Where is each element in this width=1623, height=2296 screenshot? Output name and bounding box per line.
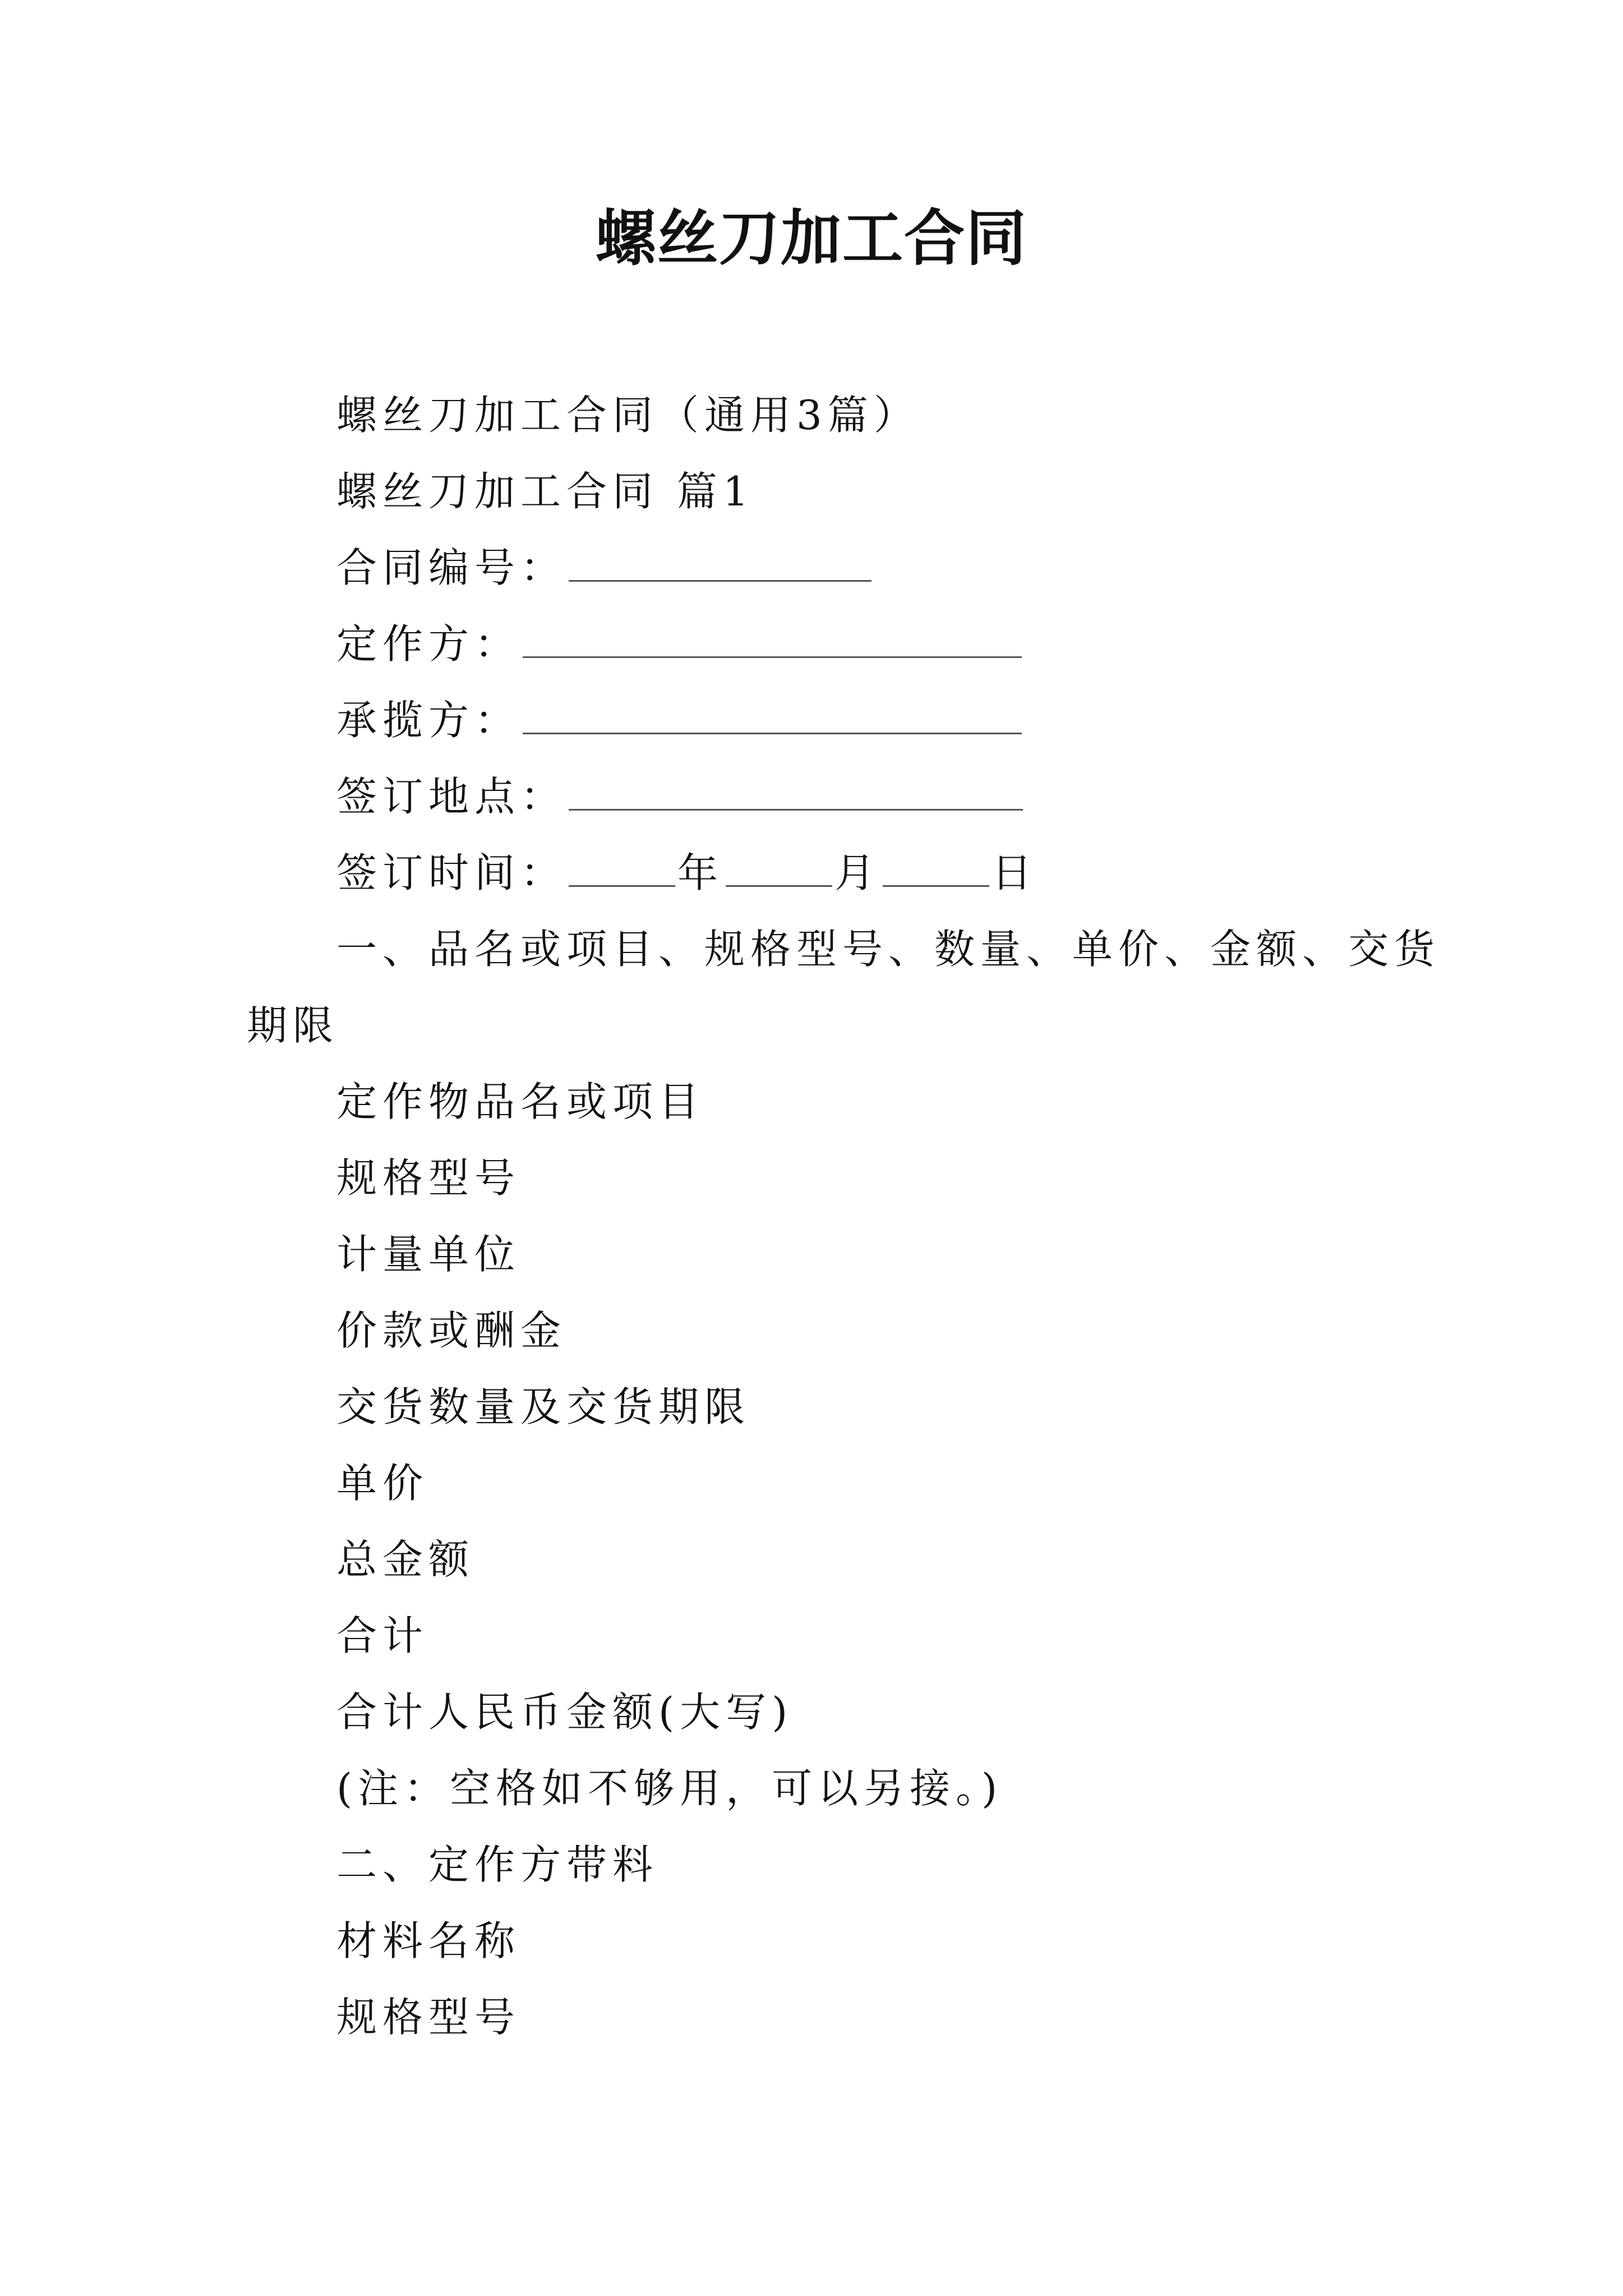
month-char: 月: [834, 849, 881, 896]
section2-heading: 二、定作方带料: [336, 1841, 659, 1888]
month-blank: [726, 885, 832, 887]
list-item: 规格型号: [336, 1994, 521, 2041]
signing-place-label: 签订地点：: [336, 773, 567, 820]
contract-number-blank: [569, 579, 872, 582]
year-char: 年: [677, 849, 724, 896]
list-item: 单价: [336, 1460, 429, 1507]
contract-number-label: 合同编号：: [336, 544, 567, 591]
day-blank: [883, 885, 989, 887]
document-subtitle: 螺丝刀加工合同（通用3篇）: [336, 392, 920, 439]
contractor-blank: [523, 732, 1022, 734]
list-item: 定作物品名或项目: [336, 1078, 705, 1125]
signing-time-row: [336, 835, 1402, 911]
list-item: 规格型号: [336, 1154, 521, 1202]
list-item: 合计: [336, 1612, 429, 1659]
part-heading: 螺丝刀加工合同 篇1: [336, 468, 754, 515]
contract-number-row: [336, 530, 1402, 606]
section1-heading: 一、品名或项目、规格型号、数量、单价、金额、交货: [336, 926, 1441, 973]
list-item: 材料名称: [336, 1917, 521, 1964]
section1-heading-continued: 期限: [247, 1002, 339, 1049]
signing-time-label: 签订时间：: [336, 849, 567, 896]
client-row: [336, 606, 1402, 682]
contractor-label: 承揽方：: [336, 697, 521, 744]
year-blank: [569, 885, 675, 887]
list-item: 价款或酬金: [336, 1307, 567, 1354]
client-label: 定作方：: [336, 620, 521, 668]
signing-place-blank: [569, 808, 1023, 811]
document-title: 螺丝刀加工合同: [595, 203, 1027, 274]
signing-place-row: [336, 758, 1402, 835]
list-item: 计量单位: [336, 1231, 521, 1278]
list-item: 合计人民币金额(大写): [336, 1688, 794, 1736]
client-blank: [523, 656, 1022, 658]
contractor-row: [336, 682, 1402, 758]
day-char: 日: [992, 849, 1038, 896]
list-item: 交货数量及交货期限: [336, 1383, 751, 1430]
list-item: 总金额: [336, 1536, 475, 1583]
document-body: [247, 377, 1441, 2055]
note-text: (注：空格如不够用，可以另接。): [336, 1765, 1003, 1812]
